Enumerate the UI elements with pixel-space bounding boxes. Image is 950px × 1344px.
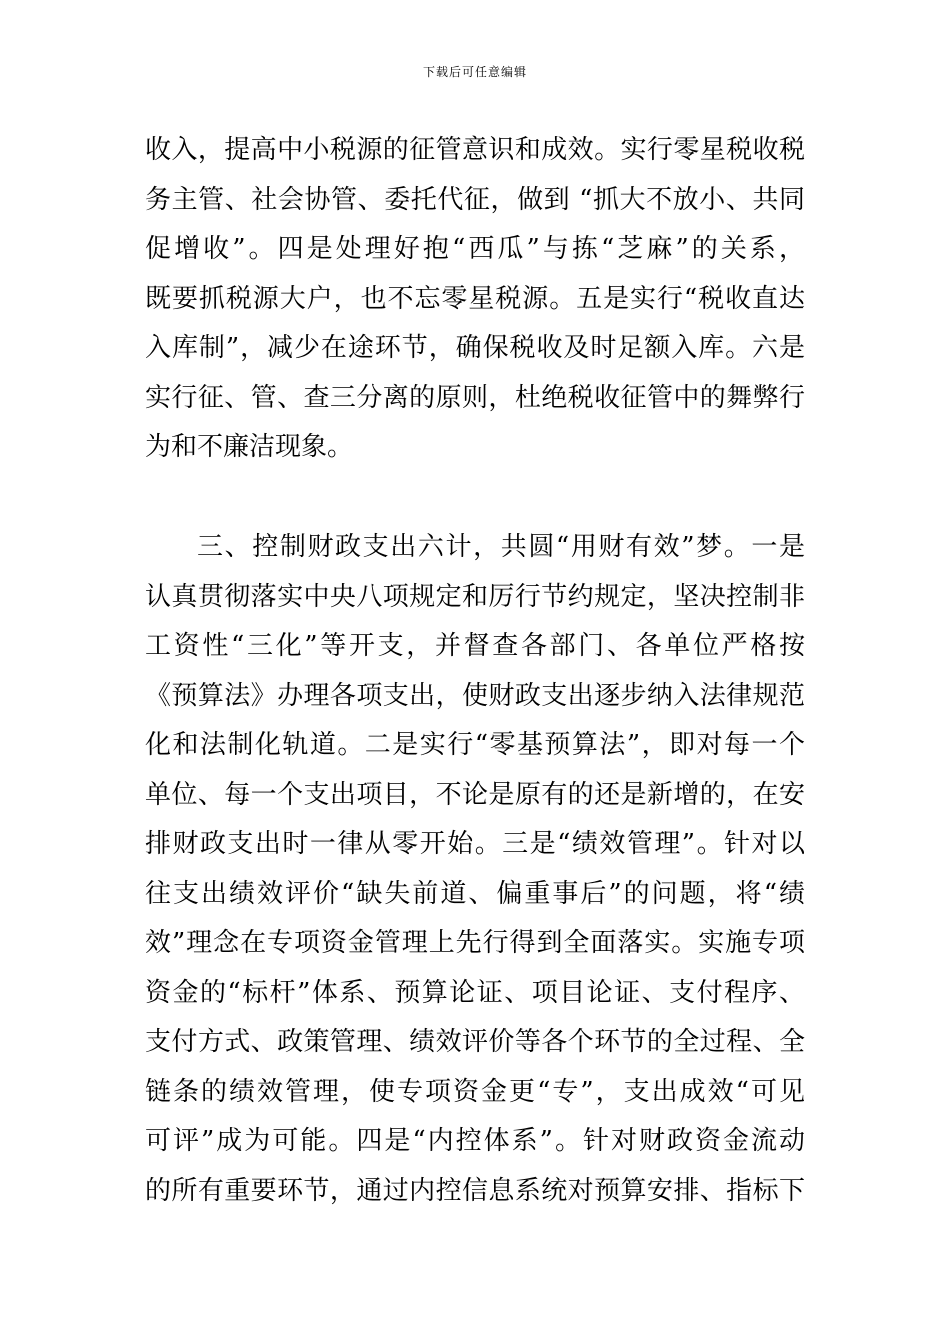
text-line: 收入，提高中小税源的征管意识和成效。实行零星税收税	[145, 135, 805, 165]
text-line: 促增收”。四是处理好抱“西瓜”与拣“芝麻”的关系，	[145, 234, 805, 264]
text-line: 《预算法》办理各项支出，使财政支出逐步纳入法律规范	[145, 680, 805, 711]
text-line: 支付方式、政策管理、绩效评价等各个环节的全过程、全	[145, 1027, 805, 1057]
page-header-note: 下载后可任意编辑	[422, 65, 527, 79]
text-line: 资金的“标杆”体系、预算论证、项目论证、支付程序、	[145, 977, 805, 1008]
text-line: 实行征、管、查三分离的原则，杜绝税收征管中的舞弊行	[145, 382, 805, 413]
text-line: 效”理念在专项资金管理上先行得到全面落实。实施专项	[145, 928, 805, 958]
text-line: 的所有重要环节，通过内控信息系统对预算安排、指标下	[145, 1175, 805, 1206]
text-line: 既要抓税源大户，也不忘零星税源。五是实行“税收直达	[145, 283, 805, 314]
text-line: 工资性“三化”等开支，并督查各部门、各单位严格按	[145, 631, 805, 661]
text-line: 往支出绩效评价“缺失前道、偏重事后”的问题，将“绩	[145, 878, 805, 909]
text-line: 化和法制化轨道。二是实行“零基预算法”，即对每一个	[145, 730, 805, 760]
text-line: 务主管、社会协管、委托代征，做到 “抓大不放小、共同	[145, 184, 805, 215]
text-line: 排财政支出时一律从零开始。三是“绩效管理”。针对以	[145, 829, 805, 859]
text-line: 三、控制财政支出六计，共圆“用财有效”梦。一是	[197, 532, 805, 562]
text-line: 入库制”，减少在途环节，确保税收及时足额入库。六是	[145, 333, 805, 363]
text-line: 可评”成为可能。四是“内控体系”。针对财政资金流动	[145, 1126, 805, 1156]
paragraph-expenditure-control	[145, 523, 805, 1216]
text-line: 链条的绩效管理，使专项资金更“专”，支出成效“可见	[145, 1076, 805, 1107]
text-line: 为和不廉洁现象。	[145, 432, 354, 462]
text-line: 单位、每一个支出项目，不论是原有的还是新增的，在安	[145, 779, 805, 810]
paragraph-tax-collection	[145, 126, 805, 473]
text-line: 认真贯彻落实中央八项规定和厉行节约规定，坚决控制非	[145, 581, 805, 612]
